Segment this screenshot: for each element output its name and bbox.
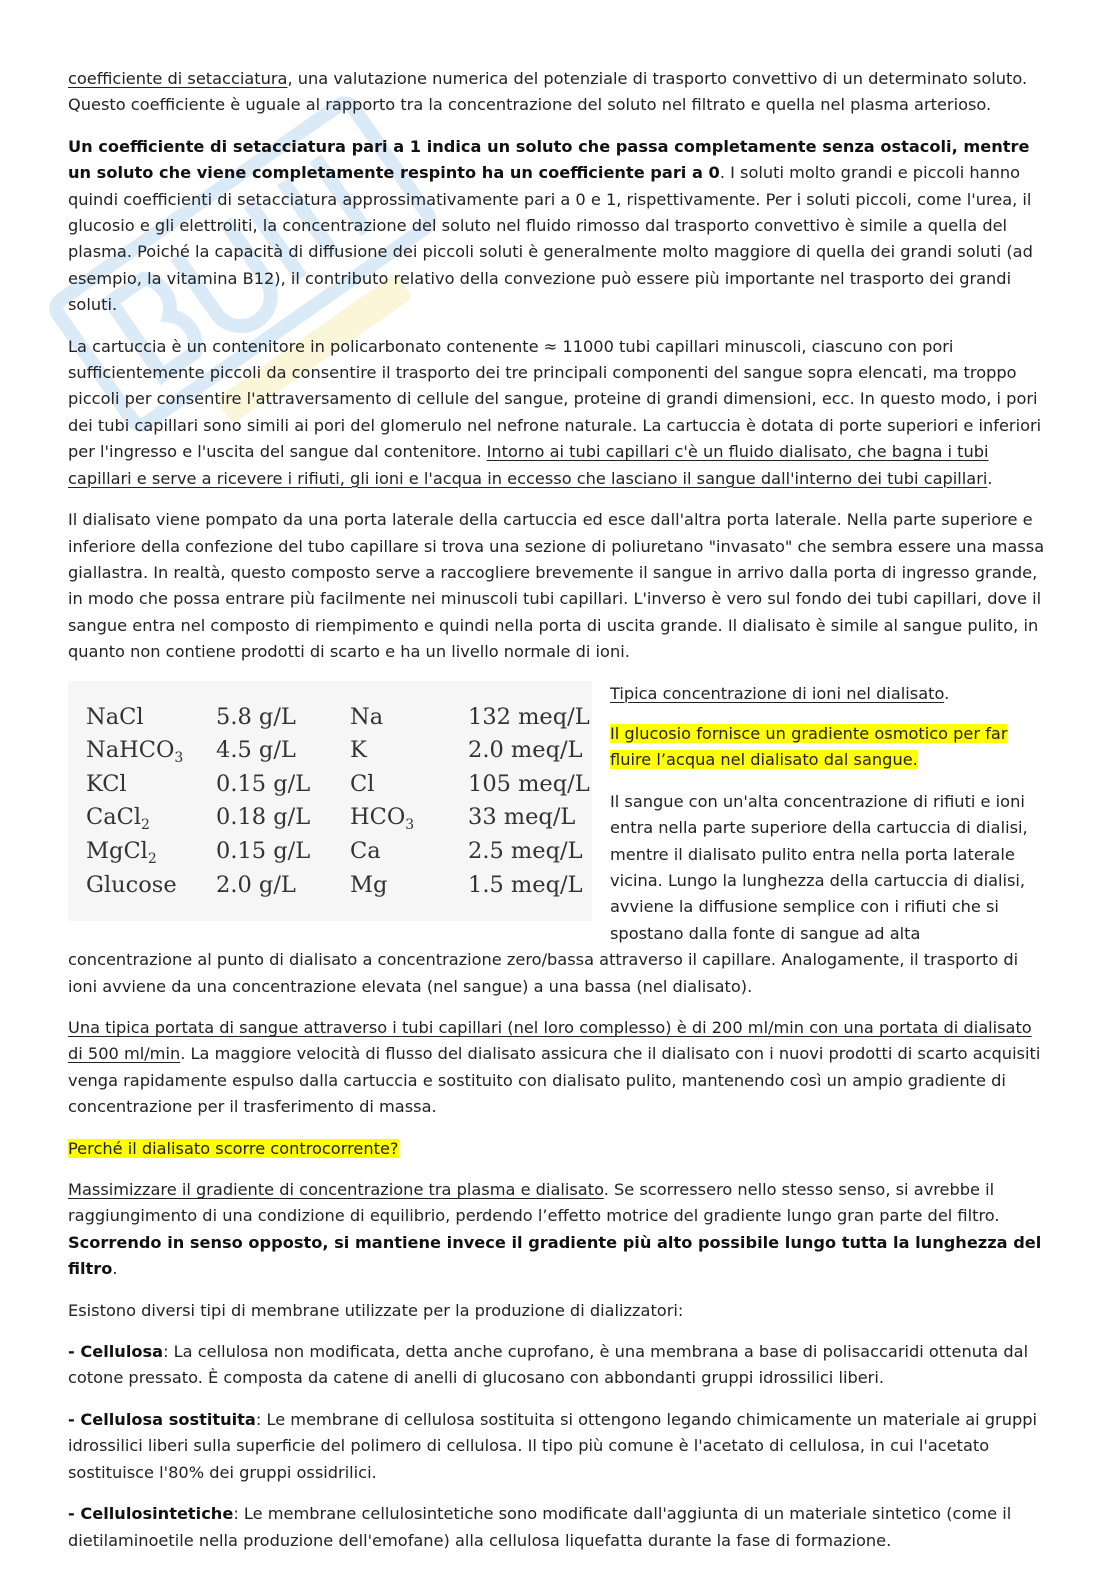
paragraph-cartridge: La cartuccia è un contenitore in policarbonato contenente ≈ 11000 tubi capillari minuscoli, ciascuno con pori sufficientemente piccoli da consentire il trasporto dei tre principali componenti del sangue sopra elencati, ma troppo piccoli per consentire l'attraversamento di cellule del sangue, proteine di grandi dimensioni, ecc. In questo modo, i pori dei tubi capillari sono simili ai pori del glomerulo nel nefrone naturale. La cartuccia è dotata di porte superiori e inferiori per l'ingresso e l'uscita del sangue dal contenitore. Intorno ai tubi capillari c'è un fluido dialisato, che bagna i tubi capillari e serve a ricevere i rifiuti, gli ioni e l'acqua in eccesso che lasciano il sangue dall'interno dei tubi capillari. <box>68 336 1042 488</box>
table-cell-ion: Mg <box>350 871 388 898</box>
table-cell-ion: K <box>350 737 367 764</box>
table-cell-compound: CaCl$_2$ <box>86 804 150 834</box>
glucose-highlight: Il glucosio fornisce un gradiente osmotico per far fluire l’acqua nel dialisato dal sangue. <box>610 723 1008 770</box>
table-cell-compound: Glucose <box>86 871 177 898</box>
bold-statement: Un coefficiente di setacciatura pari a 1 indica un soluto che passa completamente senza ostacoli, mentre un soluto che viene completamente respinto ha un coefficiente pari a 0 <box>68 136 1030 183</box>
table-cell-meq: 132 meq/L <box>468 703 590 730</box>
table-cell-amount: 0.18 g/L <box>216 804 311 831</box>
table-cell-meq: 2.0 meq/L <box>468 737 583 764</box>
table-row <box>86 701 590 735</box>
membrane-substituted-cellulose: - Cellulosa sostituita: Le membrane di cellulosa sostituita si ottengono legando chimicamente un materiale ai gruppi idrossilici liberi sulla superficie del polimero di cellulosa. Il tipo più comune è l'acetato di cellulosa, in cui l'acetato sostituisce l'80% dei gruppi ossidrilici. <box>68 1409 1038 1482</box>
question-countercurrent: Perché il dialisato scorre controcorrente? <box>68 1138 399 1158</box>
table-cell-meq: 33 meq/L <box>468 804 576 831</box>
table-cell-compound: KCl <box>86 770 127 797</box>
table-cell-meq: 1.5 meq/L <box>468 871 583 898</box>
table-cell-amount: 0.15 g/L <box>216 837 311 864</box>
membrane-cellulose: - Cellulosa: La cellulosa non modificata, detta anche cuprofano, è una membrana a base di polisaccaridi ottenuta dal cotone pressato. È composta da catene di anelli di glucosano con abbondanti gruppi idrossilici liberi. <box>68 1342 1029 1388</box>
underlined-dialysate-note: Intorno ai tubi capillari c'è un fluido dialisato, che bagna i tubi capillari e serve a ricevere i rifiuti, gli ioni e l'acqua in eccesso che lasciano il sangue dall'interno dei tubi capillari <box>68 442 989 488</box>
table-cell-amount: 2.0 g/L <box>216 871 296 898</box>
table-cell-amount: 5.8 g/L <box>216 703 296 730</box>
paragraph-flow-rates: Una tipica portata di sangue attraverso i tubi capillari (nel loro complesso) è di 200 ml/min con una portata di dialisato di 500 ml/min. La maggiore velocità di flusso del dialisato assicura che il dialisato con i nuovi prodotti di scarto acquisiti venga rapidamente espulso dalla cartuccia e sostituito con dialisato pulito, mantenendo così un ampio gradiente di concentrazione per il trasferimento di massa. <box>68 1018 1041 1117</box>
table-cell-amount: 4.5 g/L <box>216 737 296 764</box>
underlined-flow-rates: Una tipica portata di sangue attraverso i tubi capillari (nel loro complesso) è di 200 ml/min con una portata di dialisato di 500 ml/min <box>68 1018 1032 1064</box>
table-cell-ion: $HCO_3$ <box>350 804 415 834</box>
paragraph-dialysate-flow: Il dialisato viene pompato da una porta laterale della cartuccia ed esce dall'altra porta laterale. Nella parte superiore e inferiore della confezione del tubo capillare si trova una sezione di poliuretano "invasato" che sembra essere una massa giallastra. In realtà, questo composto serve a raccogliere brevemente il sangue in arrivo dalla porta di ingresso grande, in modo che possa entrare più facilmente nei minuscoli tubi capillari. L'inverso è vero sul fondo dei tubi capillari, dove il sangue entra nel composto di riempimento e quindi nella porta di uscita grande. Il dialisato è simile al sangue pulito, in quanto non contiene prodotti di scarto e ha un livello normale di ioni. <box>68 510 1045 662</box>
table-cell-meq: 105 meq/L <box>468 770 590 797</box>
table-cell-amount: 0.15 g/L <box>216 770 311 797</box>
underlined-term: coefficiente di setacciatura <box>68 69 288 88</box>
paragraph-countercurrent: Massimizzare il gradiente di concentrazione tra plasma e dialisato. Se scorressero nello stesso senso, si avrebbe il raggiungimento di una condizione di equilibrio, perdendo l’effetto motrice del gradiente lungo gran parte del filtro. Scorrendo in senso opposto, si mantiene invece il gradiente più alto possibile lungo tutta la lunghezza del filtro. <box>68 1180 1042 1279</box>
table-cell-ion: Na <box>350 703 384 730</box>
paragraph-membrane-types: Esistono diversi tipi di membrane utilizzate per la produzione di dializzatori: <box>68 1300 684 1320</box>
document-page <box>68 66 1046 1569</box>
table-cell-compound: MgCl$_2$ <box>86 837 157 867</box>
membrane-cellulosynthetic: - Cellulosintetiche: Le membrane cellulosintetiche sono modificate dall'aggiunta di un materiale sintetico (come il dietilaminoetile nella produzione dell'emofane) alla cellulosa liquefatta durante la fase di formazione. <box>68 1504 1012 1550</box>
table-cell-ion: Cl <box>350 770 375 797</box>
table-row <box>86 869 590 903</box>
table-row <box>86 801 590 835</box>
underlined-gradient: Massimizzare il gradiente di concentrazione tra plasma e dialisato <box>68 1180 604 1200</box>
table-row <box>86 768 590 802</box>
dialysate-composition-table <box>68 681 592 921</box>
paragraph-sieving-coefficient: coefficiente di setacciatura, una valutazione numerica del potenziale di trasporto convettivo di un determinato soluto. Questo coefficiente è uguale al rapporto tra la concentrazione del soluto nel filtrato e quella nel plasma arterioso. <box>68 69 1028 115</box>
table-cell-compound: NaCl <box>86 703 144 730</box>
table-cell-compound: NaHCO$_3$ <box>86 737 184 767</box>
table-row <box>86 835 590 869</box>
paragraph-diffusion: Il sangue con un'alta concentrazione di rifiuti e ioni entra nella parte superiore della cartuccia di dialisi, mentre il dialisato pulito entra nella porta laterale vicina. Lungo la lunghezza della cartuccia di dialisi, avviene la diffusione semplice con i rifiuti che si spostano dalla fonte di sangue ad alta concentrazione al punto di dialisato a concentrazione zero/bassa attraverso il capillare. Analogamente, il trasporto di ioni avviene da una concentrazione elevata (nel sangue) a una bassa (nel dialisato). <box>68 791 1028 996</box>
table-cell-ion: Ca <box>350 837 381 864</box>
bold-conclusion: Scorrendo in senso opposto, si mantiene invece il gradiente più alto possibile lungo tutta la lunghezza del filtro <box>68 1232 1042 1279</box>
table-row <box>86 734 590 768</box>
table-caption: Tipica concentrazione di ioni nel dialisato. <box>610 683 950 703</box>
table-cell-meq: 2.5 meq/L <box>468 837 583 864</box>
paragraph-sieving-values: Un coefficiente di setacciatura pari a 1 indica un soluto che passa completamente senza ostacoli, mentre un soluto che viene completamente respinto ha un coefficiente pari a 0. I soluti molto grandi e piccoli hanno quindi coefficienti di setacciatura approssimativamente pari a 0 e 1, rispettivamente. Per i soluti piccoli, come l'urea, il glucosio e gli elettroliti, la concentrazione del soluto nel fluido rimosso dal trasporto convettivo è simile a quella del plasma. Poiché la capacità di diffusione dei piccoli soluti è generalmente molto maggiore di quella dei grandi soluti (ad esempio, la vitamina B12), il contributo relativo della convezione può essere più importante nel trasporto dei grandi soluti. <box>68 136 1033 315</box>
